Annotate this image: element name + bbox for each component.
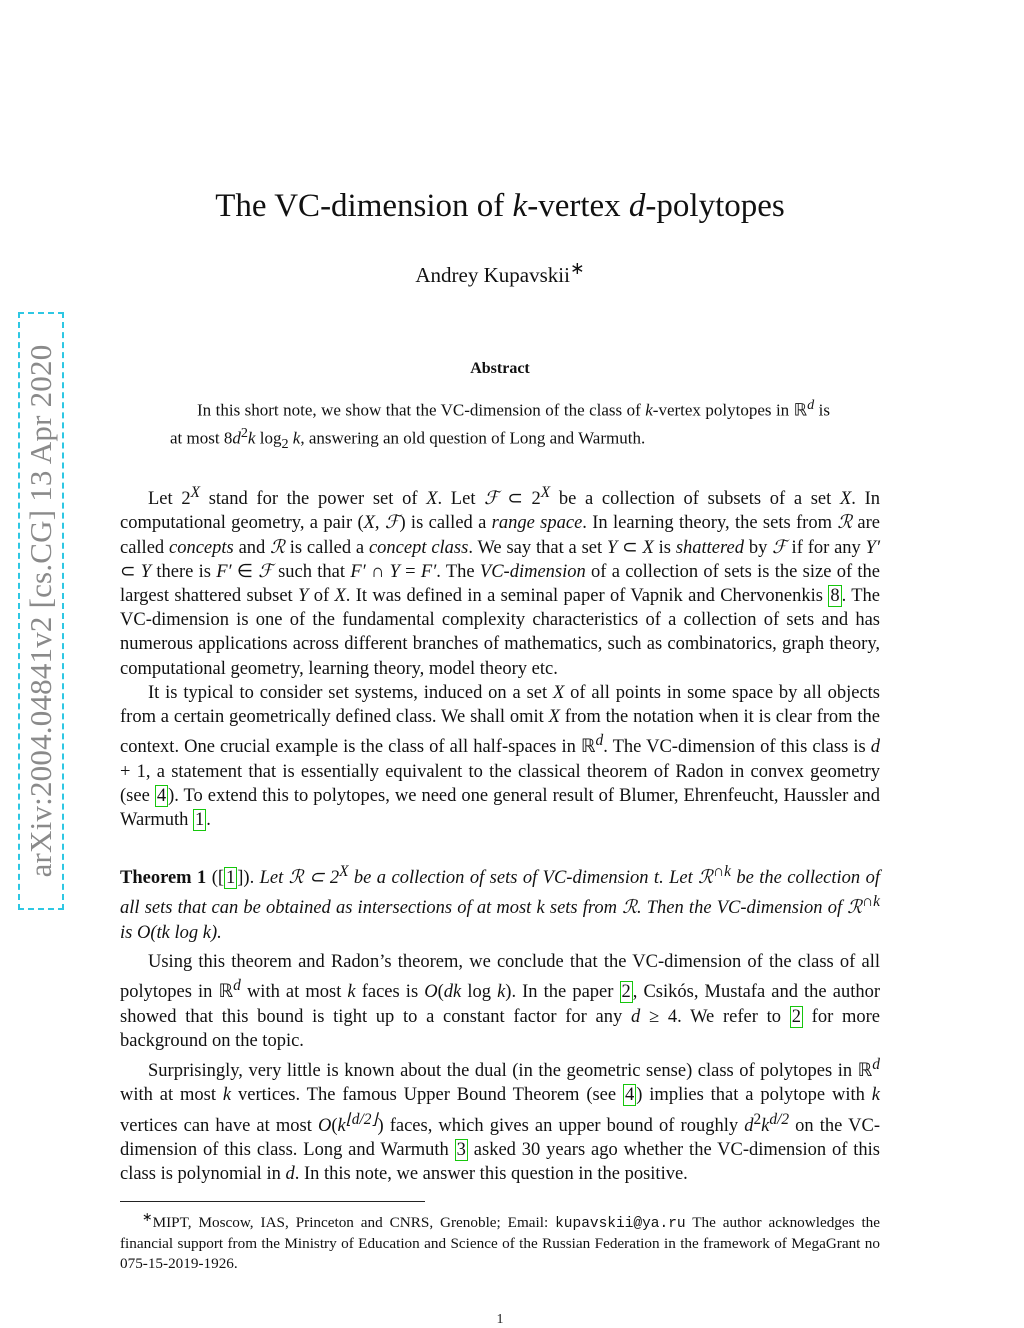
footnote-divider	[120, 1201, 425, 1202]
intro-paragraph-2: It is typical to consider set systems, induced on a set X of all points in some space by all objects from a certain geometrically defined class. We shall omit X from the notation when it is clear from the context. One crucial example is the class of all half-spaces in ℝ$^d$. The VC-dimension of this class is d + 1, a statement that is essentially equivalent to the classical theorem of Radon in convex geometry (see 4 ). To extend this to polytopes, we need one general result of Blumer, Ehrenfeucht, Haussler and Warmuth 1 .	[120, 682, 881, 830]
results-section	[120, 950, 880, 1186]
theorem-1: Theorem 1 ([ 1 ]). Let ℛ ⊂ $2^X$ be a collection of sets of VC-dimension t. Let ℛ$^{\cap k}$ be the collection of all sets that can be obtained as intersections of at most k sets from ℛ. Then the VC-dimension of ℛ$^{\cap k}$ is O(tk log k).	[120, 863, 880, 943]
page-number: 1	[496, 1312, 504, 1327]
theorem-heading: Theorem 1	[120, 868, 207, 889]
results-paragraph-2: Surprisingly, very little is known about the dual (in the geometric sense) class of polytopes in ℝ$^d$ with at most k vertices. The famous Upper Bound Theorem (see 4 ) implies that a polytope with k vertices can have at most $O(k^{⌊d/2⌋})$ faces, which gives an upper bound of roughly $d^2k^{d/2}$ on the VC-dimension of this class. Long and Warmuth 3 asked 30 years ago whether the VC-dimension of this class is polynomial in d. In this note, we answer this question in the positive.	[120, 1055, 880, 1185]
citation-link-4[interactable]: 4	[625, 1085, 635, 1106]
arxiv-identifier-stamp[interactable]	[18, 312, 64, 910]
citation-link-1[interactable]: 1	[226, 868, 236, 889]
citation-link-2[interactable]: 2	[621, 982, 631, 1003]
results-paragraph-1: Using this theorem and Radon’s theorem, we conclude that the VC-dimension of the class of all polytopes in ℝ$^d$ with at most k faces is O(dk log k). In the paper 2 , Csikós, Mustafa and the author showed that this bound is tight up to a constant factor for any d ≥ 4. We refer to 2 for more background on the topic.	[120, 952, 880, 1051]
abstract-text: In this short note, we show that the VC-dimension of the class of k-vertex polytopes in ℝ$^d$ is at most $8d^2k$ $\log_2 k$, answering an old question of Long and Warmuth.	[170, 397, 831, 452]
intro-paragraph-1: Let $2^X$ stand for the power set of X. Let ℱ ⊂ $2^X$ be a collection of subsets of a set X. In computational geometry, a pair (X, ℱ) is called a range space. In learning theory, the sets from ℛ are called concepts and ℛ is called a concept class. We say that a set Y ⊂ X is shattered by ℱ if for any Y′ ⊂ Y there is F′ ∈ ℱ such that F′ ∩ Y = F′. The VC-dimension of a collection of sets is the size of the largest shattered subset Y of X. It was defined in a seminal paper of Vapnik and Chervonenkis 8 . The VC-dimension is one of the fundamental complexity characteristics of a collection of sets and has numerous applications across different branches of mathematics, such as combinatorics, graph theory, computational geometry, learning theory, model theory etc.	[120, 484, 880, 679]
citation-link-1[interactable]: 1	[195, 809, 205, 830]
paper-title: The VC-dimension of k-vertex d-polytopes	[215, 188, 785, 224]
paper-author: Andrey Kupavskii∗	[415, 258, 585, 287]
author-footnote-mark: ∗	[569, 258, 585, 278]
citation-link-4[interactable]: 4	[156, 785, 167, 806]
arxiv-identifier-text: arXiv:2004.04841v2 [cs.CG] 13 Apr 2020	[23, 344, 58, 878]
citation-link-2[interactable]: 2	[791, 1006, 801, 1027]
author-footnote: ∗MIPT, Moscow, IAS, Princeton and CNRS, Grenoble; Email: kupavskii@ya.ru The author acknowledges the financial support from the Ministry of Education and Science of the Russian Federation in the framework of MegaGrant no 075-15-2019-1926.	[120, 1210, 880, 1273]
abstract-heading: Abstract	[470, 360, 530, 377]
citation-link-8[interactable]: 8	[830, 585, 840, 606]
author-email[interactable]: kupavskii@ya.ru	[555, 1216, 686, 1233]
introduction	[120, 481, 880, 832]
citation-link-3[interactable]: 3	[456, 1139, 466, 1160]
